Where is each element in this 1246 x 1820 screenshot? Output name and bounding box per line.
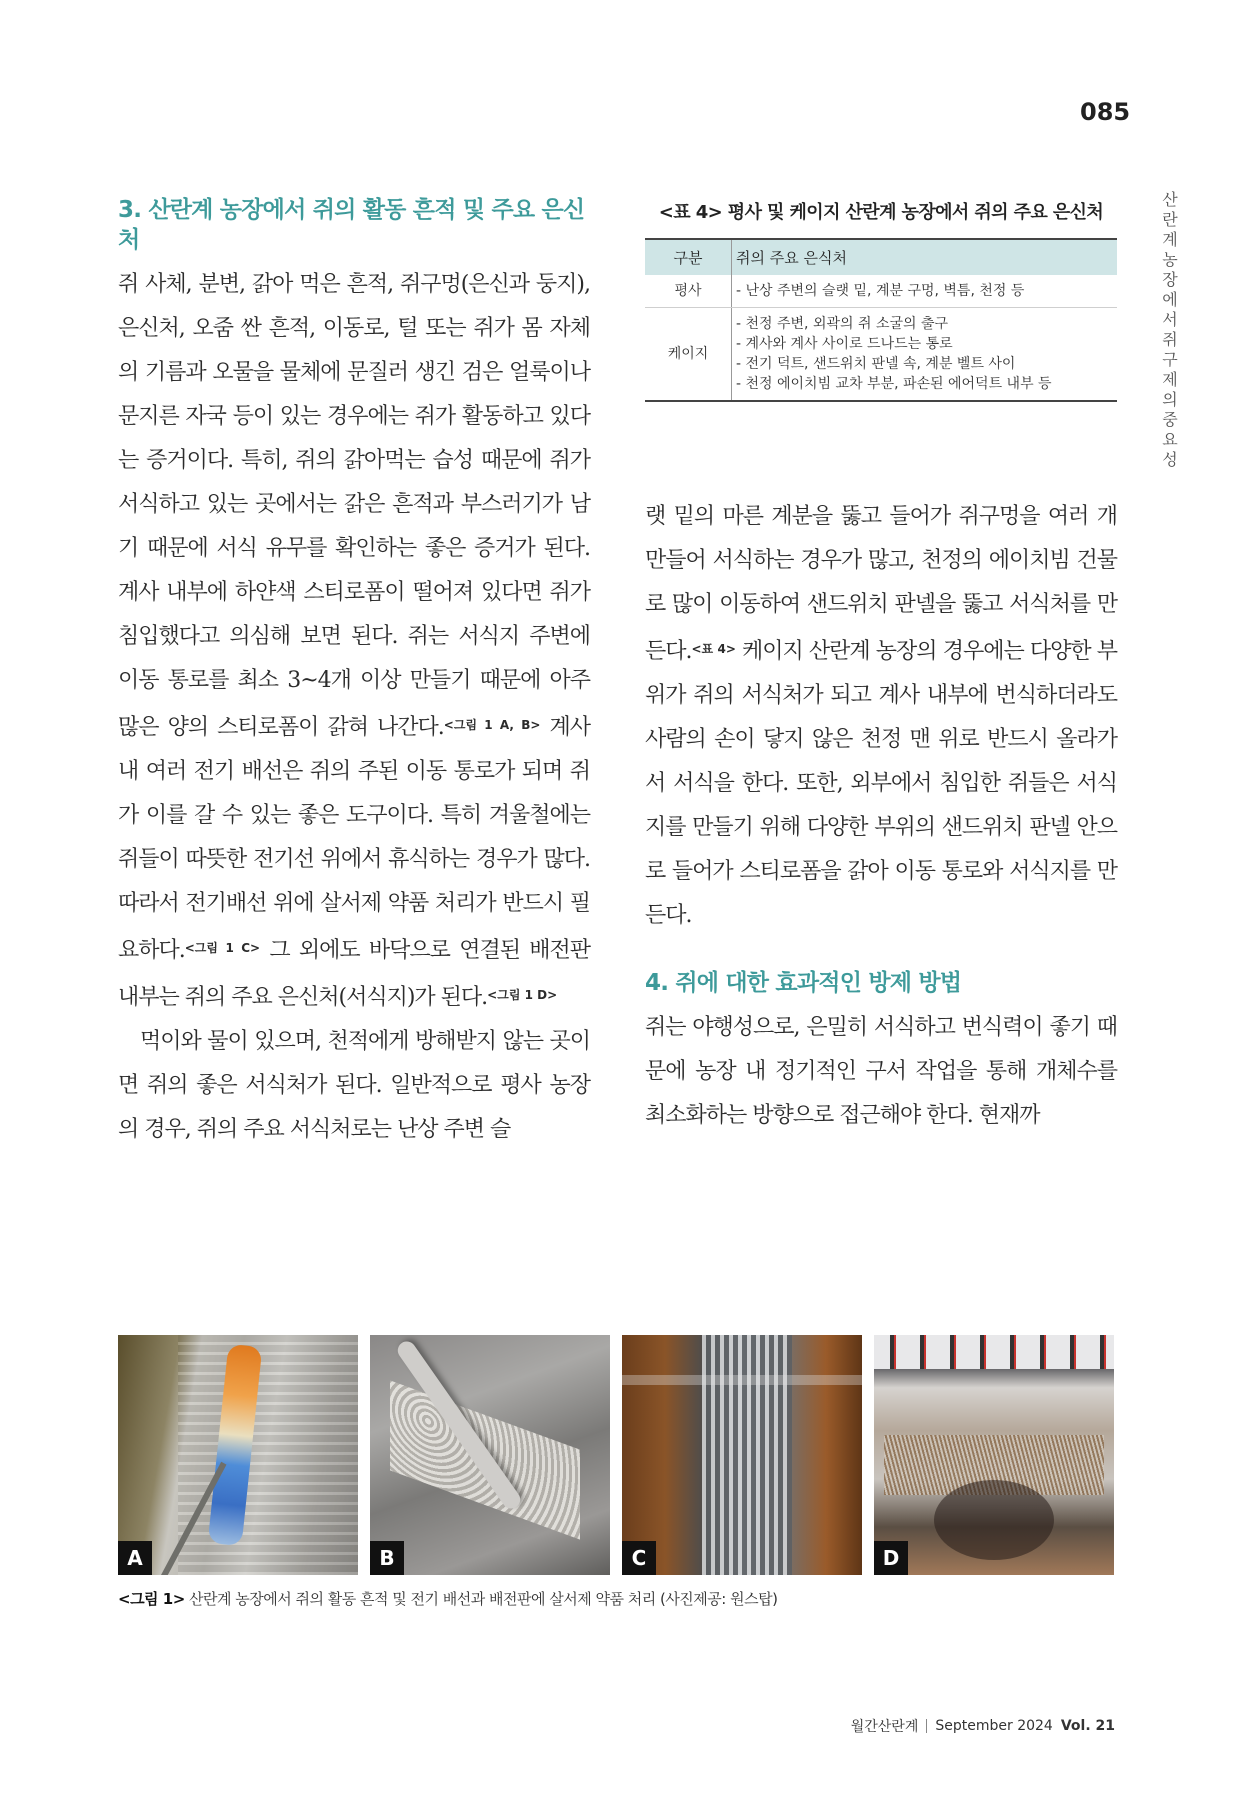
section-3-paragraph-2: 먹이와 물이 있으며, 천적에게 방해받지 않는 곳이면 쥐의 좋은 서식처가 된다. 일반적으로 평사 농장의 경우, 쥐의 주요 서식처로는 난상 주변 슬 <box>118 1029 590 1142</box>
table-cell-category: 평사 <box>645 275 732 308</box>
table-header-hiding-place: 쥐의 주요 은식처 <box>732 239 1118 275</box>
photo-b-styrofoam-debris <box>370 1335 610 1575</box>
footer-divider <box>926 1719 927 1733</box>
paragraph-text: 쥐 사체, 분변, 갉아 먹은 흔적, 쥐구멍(은신과 둥지), 은신처, 오줌 싼 흔적, 이동로, 털 또는 쥐가 몸 자체의 기름과 오물을 물체에 문질러 생긴 검은 얼룩이나 문지른 자국 등이 있는 경우에는 쥐가 활동하고 있다는 증거이다. 특히, 쥐의 갉아먹는 습성 때문에 쥐가 서식하고 있는 곳에서는 갉은 흔적과 부스러기가 남기 때문에 서식 유무를 확인하는 좋은 증거가 된다. 계사 내부에 하얀색 스티로폼이 떨어져 있다면 쥐가 침입했다고 의심해 보면 된다. 쥐는 서식지 주변에 이동 통로를 최소 3~4개 이상 만들기 때문에 아주 많은 양의 스티로폼이 갉혀 나간다. <box>118 272 590 740</box>
table-reference: <표 4> <box>691 642 736 656</box>
paragraph-text: 계사 내 여러 전기 배선은 쥐의 주된 이동 통로가 되며 쥐가 이를 갈 수 있는 좋은 도구이다. 특히 겨울철에는 쥐들이 따뜻한 전기선 위에서 휴식하는 경우가 많다. 따라서 전기배선 위에 살서제 약품 처리가 반드시 필요하다. <box>118 715 590 963</box>
list-item: - 난상 주변의 슬랫 밑, 계분 구멍, 벽틈, 천정 등 <box>736 283 1025 299</box>
table-row <box>645 275 1117 308</box>
list-item: - 계사와 계사 사이로 드나드는 통로 <box>736 336 953 352</box>
figure-1-photos <box>118 1335 1118 1575</box>
photo-detail <box>702 1335 792 1575</box>
figure-caption-text: 산란계 농장에서 쥐의 활동 흔적 및 전기 배선과 배전판에 살서제 약품 처리 (사진제공: 원스탑) <box>184 1590 778 1608</box>
paragraph-text: 그 외에도 바닥으로 연결된 배전판 내부는 쥐의 주요 은신처(서식지)가 된다. <box>118 938 590 1010</box>
photo-label: D <box>874 1541 908 1575</box>
figure-1-caption <box>118 1588 1118 1609</box>
paragraph-text: 랫 밑의 마른 계분을 뚫고 들어가 쥐구멍을 여러 개 만들어 서식하는 경우가 많고, 천정의 에이치빔 건물로 많이 이동하여 샌드위치 판넬을 뚫고 서식처를 만든다. <box>645 504 1117 664</box>
section-3-paragraph-1 <box>118 263 590 1020</box>
figure-reference: <그림 1 A, B> <box>443 718 541 732</box>
magazine-name: 월간산란계 <box>850 1719 919 1735</box>
page-footer <box>851 1716 1115 1736</box>
table-row <box>645 308 1117 402</box>
section-4-paragraph-1: 쥐는 야행성으로, 은밀히 서식하고 번식력이 좋기 때문에 농장 내 정기적인 구서 작업을 통해 개체수를 최소화하는 방향으로 접근해야 한다. 현재까 <box>645 1015 1117 1128</box>
right-column <box>645 495 1117 1138</box>
list-item: - 천정 주변, 외곽의 쥐 소굴의 출구 <box>736 316 949 332</box>
issue-date: September 2024 <box>935 1718 1053 1734</box>
table-header-row <box>645 239 1117 275</box>
photo-label: B <box>370 1541 404 1575</box>
photo-detail <box>622 1375 862 1385</box>
table-cell-category: 케이지 <box>645 308 732 402</box>
section-3-paragraph-2-continued <box>645 495 1117 938</box>
hiding-place-table <box>645 238 1117 402</box>
photo-d-distribution-panel <box>874 1335 1114 1575</box>
photo-label: C <box>622 1541 656 1575</box>
photo-detail <box>874 1335 1114 1369</box>
photo-detail <box>934 1480 1054 1560</box>
figure-reference: <그림 1 C> <box>184 941 261 955</box>
figure-reference: <그림 1 D> <box>487 988 558 1002</box>
section-3-heading: 3. 산란계 농장에서 쥐의 활동 흔적 및 주요 은신처 <box>118 197 585 253</box>
section-4-heading: 4. 쥐에 대한 효과적인 방제 방법 <box>645 970 962 996</box>
list-item: - 천정 에이치빔 교차 부분, 파손된 에어덕트 내부 등 <box>736 376 1052 392</box>
paragraph-text: 케이지 산란계 농장의 경우에는 다양한 부위가 쥐의 서식처가 되고 계사 내부에 번식하더라도 사람의 손이 닿지 않은 천정 맨 위로 반드시 올라가서 서식을 한다. 또한, 외부에서 침입한 쥐들은 서식지를 만들기 위해 다양한 부위의 샌드위치 판넬 안으로 들어가 스티로폼을 갉아 이동 통로와 서식지를 만든다. <box>645 639 1117 928</box>
page-number: 085 <box>1080 98 1131 126</box>
photo-a-styrofoam-damage <box>118 1335 358 1575</box>
table-cell-items <box>732 275 1118 308</box>
figure-caption-label: <그림 1> <box>118 1590 185 1608</box>
photo-detail <box>178 1335 358 1575</box>
table-4 <box>645 198 1117 402</box>
volume-number: Vol. 21 <box>1060 1718 1115 1734</box>
table-caption: <표 4> 평사 및 케이지 산란계 농장에서 쥐의 주요 은신처 <box>658 202 1104 223</box>
table-cell-items <box>732 308 1118 402</box>
left-column <box>118 195 590 1152</box>
photo-c-electric-wiring <box>622 1335 862 1575</box>
list-item: - 전기 덕트, 샌드위치 판넬 속, 계분 벨트 사이 <box>736 356 1016 372</box>
side-running-title: 산란계 농장에서 쥐 구제의 중요성 <box>1162 190 1183 469</box>
photo-label: A <box>118 1541 152 1575</box>
table-header-category: 구분 <box>645 239 732 275</box>
